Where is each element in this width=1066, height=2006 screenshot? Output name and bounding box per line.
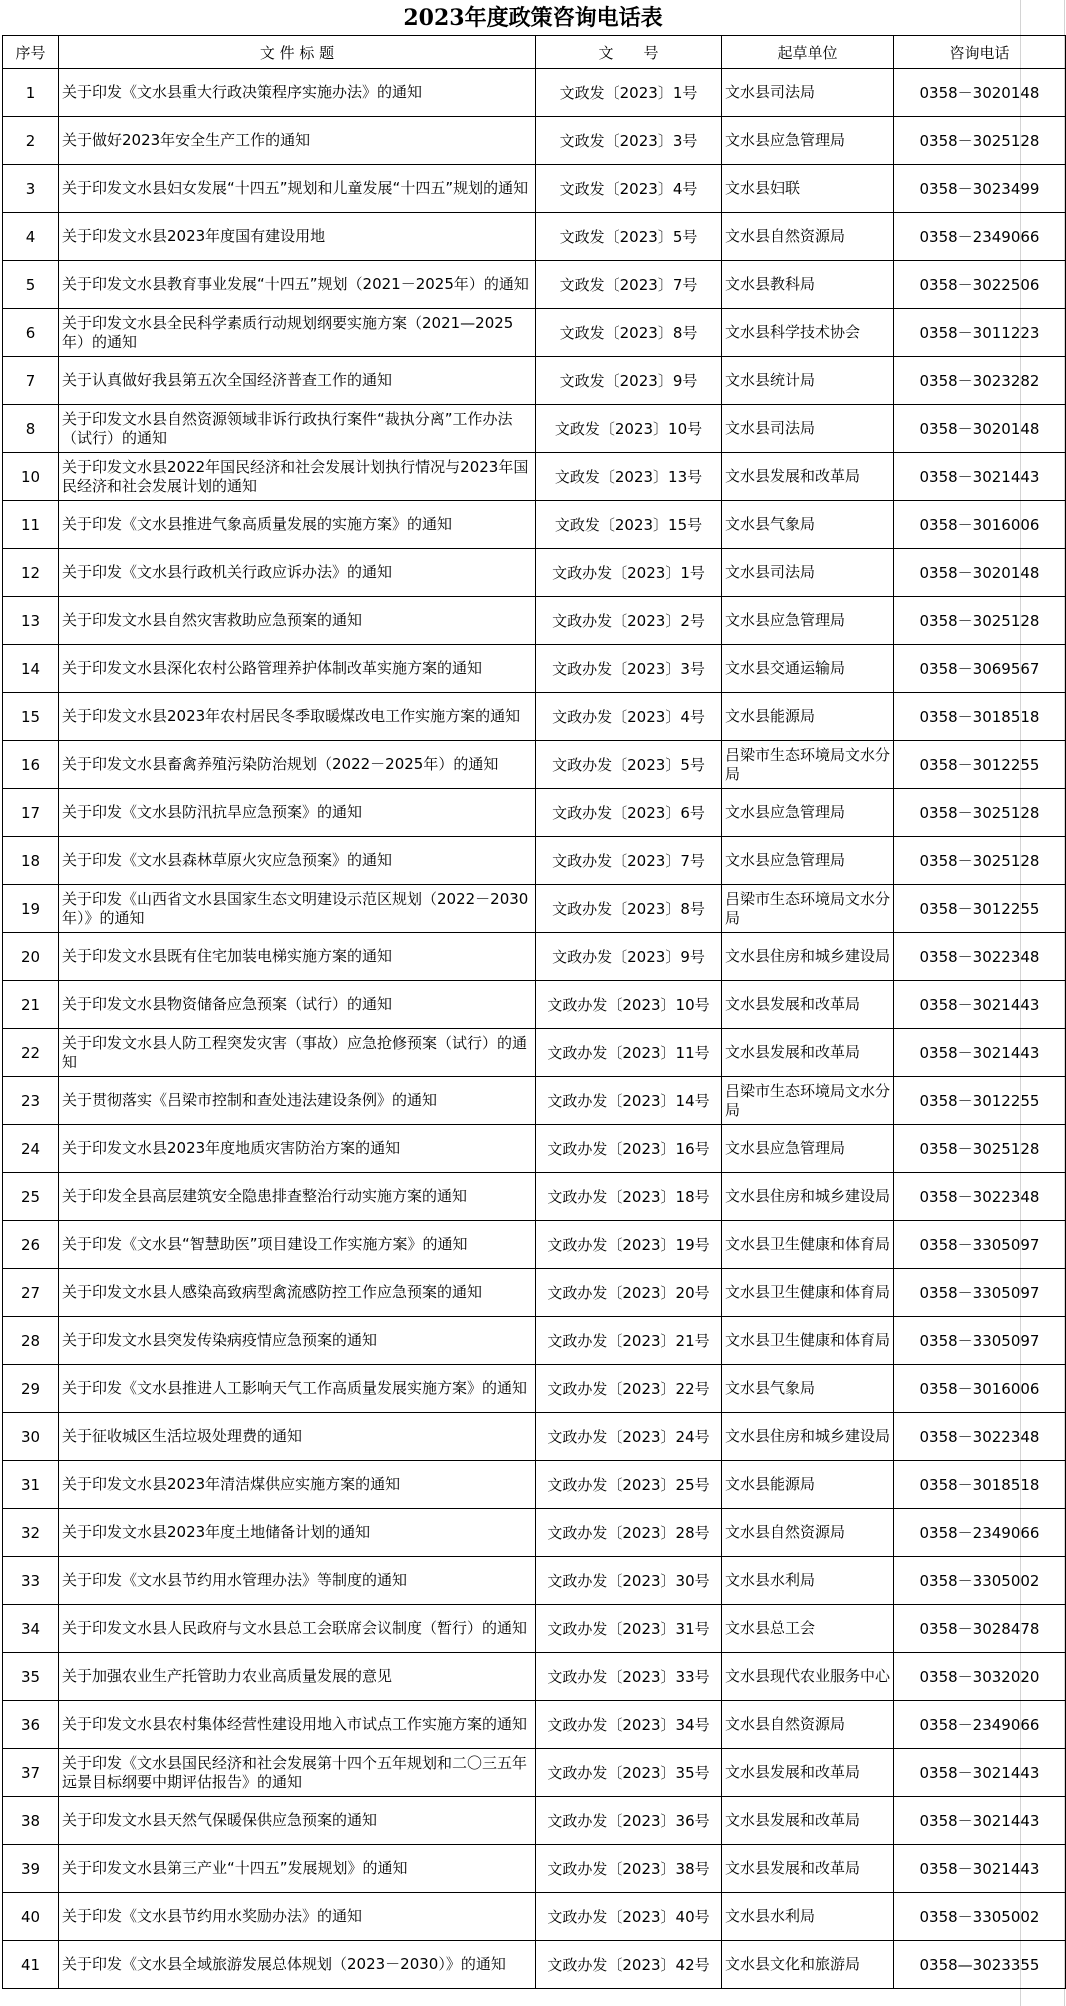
page-title: 2023年度政策咨询电话表 — [403, 5, 663, 31]
consult-phone: 0358－3025128 — [894, 597, 1066, 645]
document-number: 文政办发〔2023〕2号 — [536, 597, 722, 645]
document-title: 关于印发《文水县国民经济和社会发展第十四个五年规划和二〇三五年远景目标纲要中期评估报告》的通知 — [59, 1749, 536, 1797]
row-number: 4 — [3, 213, 59, 261]
table-row — [3, 117, 1066, 165]
document-number: 文政办发〔2023〕20号 — [536, 1269, 722, 1317]
document-number: 文政办发〔2023〕8号 — [536, 885, 722, 933]
row-number: 19 — [3, 885, 59, 933]
document-title: 关于印发文水县2023年度国有建设用地 — [59, 213, 536, 261]
drafting-unit: 文水县应急管理局 — [722, 837, 894, 885]
drafting-unit: 文水县发展和改革局 — [722, 1797, 894, 1845]
document-number: 文政办发〔2023〕1号 — [536, 549, 722, 597]
document-title: 关于印发全县高层建筑安全隐患排查整治行动实施方案的通知 — [59, 1173, 536, 1221]
table-row — [3, 1605, 1066, 1653]
row-number: 15 — [3, 693, 59, 741]
consult-phone: 0358－3305097 — [894, 1269, 1066, 1317]
row-number: 21 — [3, 981, 59, 1029]
document-number: 文政办发〔2023〕11号 — [536, 1029, 722, 1077]
table-row — [3, 1893, 1066, 1941]
drafting-unit: 文水县教科局 — [722, 261, 894, 309]
row-number: 37 — [3, 1749, 59, 1797]
drafting-unit: 吕梁市生态环境局文水分局 — [722, 885, 894, 933]
row-number: 5 — [3, 261, 59, 309]
row-number: 33 — [3, 1557, 59, 1605]
document-number: 文政办发〔2023〕24号 — [536, 1413, 722, 1461]
consult-phone: 0358－3032020 — [894, 1653, 1066, 1701]
table-row — [3, 789, 1066, 837]
document-number: 文政发〔2023〕3号 — [536, 117, 722, 165]
table-row — [3, 1509, 1066, 1557]
row-number: 28 — [3, 1317, 59, 1365]
table-row — [3, 165, 1066, 213]
document-title: 关于印发文水县2022年国民经济和社会发展计划执行情况与2023年国民经济和社会发展计划的通知 — [59, 453, 536, 501]
row-number: 12 — [3, 549, 59, 597]
drafting-unit: 文水县发展和改革局 — [722, 1749, 894, 1797]
document-number: 文政办发〔2023〕4号 — [536, 693, 722, 741]
document-number: 文政办发〔2023〕18号 — [536, 1173, 722, 1221]
table-row — [3, 261, 1066, 309]
drafting-unit: 文水县发展和改革局 — [722, 981, 894, 1029]
table-row — [3, 837, 1066, 885]
table-row — [3, 1749, 1066, 1797]
document-number: 文政办发〔2023〕5号 — [536, 741, 722, 789]
document-title: 关于印发文水县教育事业发展“十四五”规划（2021－2025年）的通知 — [59, 261, 536, 309]
table-row — [3, 1557, 1066, 1605]
row-number: 32 — [3, 1509, 59, 1557]
header-doc-number: 文 号 — [536, 36, 722, 69]
document-title: 关于印发文水县农村集体经营性建设用地入市试点工作实施方案的通知 — [59, 1701, 536, 1749]
drafting-unit: 文水县司法局 — [722, 69, 894, 117]
row-number: 2 — [3, 117, 59, 165]
document-number: 文政发〔2023〕8号 — [536, 309, 722, 357]
document-title: 关于印发文水县既有住宅加装电梯实施方案的通知 — [59, 933, 536, 981]
row-number: 26 — [3, 1221, 59, 1269]
document-title: 关于印发《文水县节约用水奖励办法》的通知 — [59, 1893, 536, 1941]
row-number: 31 — [3, 1461, 59, 1509]
consult-phone: 0358－3012255 — [894, 741, 1066, 789]
drafting-unit: 文水县总工会 — [722, 1605, 894, 1653]
document-title: 关于印发《文水县节约用水管理办法》等制度的通知 — [59, 1557, 536, 1605]
consult-phone: 0358－3022348 — [894, 1173, 1066, 1221]
document-title: 关于印发文水县自然资源领域非诉行政执行案件“裁执分离”工作办法（试行）的通知 — [59, 405, 536, 453]
document-number: 文政办发〔2023〕9号 — [536, 933, 722, 981]
table-row — [3, 453, 1066, 501]
document-number: 文政发〔2023〕10号 — [536, 405, 722, 453]
drafting-unit: 文水县发展和改革局 — [722, 1845, 894, 1893]
drafting-unit: 文水县卫生健康和体育局 — [722, 1317, 894, 1365]
document-title: 关于印发文水县人感染高致病型禽流感防控工作应急预案的通知 — [59, 1269, 536, 1317]
consult-phone: 0358－3025128 — [894, 117, 1066, 165]
document-title: 关于印发文水县2023年度地质灾害防治方案的通知 — [59, 1125, 536, 1173]
document-number: 文政办发〔2023〕40号 — [536, 1893, 722, 1941]
drafting-unit: 吕梁市生态环境局文水分局 — [722, 741, 894, 789]
drafting-unit: 文水县住房和城乡建设局 — [722, 1173, 894, 1221]
table-row — [3, 693, 1066, 741]
document-number: 文政发〔2023〕9号 — [536, 357, 722, 405]
document-title: 关于印发文水县深化农村公路管理养护体制改革实施方案的通知 — [59, 645, 536, 693]
document-number: 文政发〔2023〕15号 — [536, 501, 722, 549]
document-number: 文政发〔2023〕1号 — [536, 69, 722, 117]
row-number: 35 — [3, 1653, 59, 1701]
header-drafting-unit: 起草单位 — [722, 36, 894, 69]
consult-phone: 0358－3025128 — [894, 1125, 1066, 1173]
row-number: 23 — [3, 1077, 59, 1125]
consult-phone: 0358－3022506 — [894, 261, 1066, 309]
document-title: 关于印发《文水县防汛抗旱应急预案》的通知 — [59, 789, 536, 837]
consult-phone: 0358－3012255 — [894, 1077, 1066, 1125]
table-row — [3, 741, 1066, 789]
header-title: 文 件 标 题 — [59, 36, 536, 69]
document-number: 文政办发〔2023〕38号 — [536, 1845, 722, 1893]
row-number: 13 — [3, 597, 59, 645]
table-row — [3, 309, 1066, 357]
table-row — [3, 405, 1066, 453]
consult-phone: 0358－3025128 — [894, 837, 1066, 885]
consult-phone: 0358－3020148 — [894, 549, 1066, 597]
document-number: 文政办发〔2023〕30号 — [536, 1557, 722, 1605]
drafting-unit: 文水县住房和城乡建设局 — [722, 933, 894, 981]
drafting-unit: 文水县应急管理局 — [722, 789, 894, 837]
document-title: 关于印发文水县物资储备应急预案（试行）的通知 — [59, 981, 536, 1029]
header-no: 序号 — [3, 36, 59, 69]
consult-phone: 0358－3023499 — [894, 165, 1066, 213]
document-title: 关于印发《文水县推进人工影响天气工作高质量发展实施方案》的通知 — [59, 1365, 536, 1413]
consult-phone: 0358－3021443 — [894, 1029, 1066, 1077]
consult-phone: 0358－2349066 — [894, 213, 1066, 261]
table-row — [3, 1941, 1066, 1989]
table-row — [3, 645, 1066, 693]
consult-phone: 0358－3021443 — [894, 1797, 1066, 1845]
drafting-unit: 文水县卫生健康和体育局 — [722, 1269, 894, 1317]
drafting-unit: 文水县自然资源局 — [722, 1509, 894, 1557]
consult-phone: 0358－2349066 — [894, 1701, 1066, 1749]
row-number: 3 — [3, 165, 59, 213]
drafting-unit: 文水县统计局 — [722, 357, 894, 405]
document-title: 关于印发《文水县重大行政决策程序实施办法》的通知 — [59, 69, 536, 117]
row-number: 41 — [3, 1941, 59, 1989]
consult-phone: 0358－3305097 — [894, 1317, 1066, 1365]
drafting-unit: 文水县现代农业服务中心 — [722, 1653, 894, 1701]
row-number: 22 — [3, 1029, 59, 1077]
table-body — [3, 69, 1066, 1989]
consult-phone: 0358－3025128 — [894, 789, 1066, 837]
document-title: 关于印发文水县2023年农村居民冬季取暖煤改电工作实施方案的通知 — [59, 693, 536, 741]
consult-phone: 0358－3012255 — [894, 885, 1066, 933]
row-number: 10 — [3, 453, 59, 501]
document-number: 文政办发〔2023〕36号 — [536, 1797, 722, 1845]
table-row — [3, 1317, 1066, 1365]
document-title: 关于印发文水县妇女发展“十四五”规划和儿童发展“十四五”规划的通知 — [59, 165, 536, 213]
document-number: 文政办发〔2023〕42号 — [536, 1941, 722, 1989]
table-row — [3, 933, 1066, 981]
document-number: 文政发〔2023〕5号 — [536, 213, 722, 261]
row-number: 6 — [3, 309, 59, 357]
consult-phone: 0358－3020148 — [894, 405, 1066, 453]
drafting-unit: 文水县气象局 — [722, 501, 894, 549]
table-row — [3, 1365, 1066, 1413]
document-title: 关于印发《文水县“智慧助医”项目建设工作实施方案》的通知 — [59, 1221, 536, 1269]
row-number: 1 — [3, 69, 59, 117]
document-number: 文政办发〔2023〕10号 — [536, 981, 722, 1029]
consult-phone: 0358－3021443 — [894, 1749, 1066, 1797]
table-row — [3, 597, 1066, 645]
document-title: 关于认真做好我县第五次全国经济普查工作的通知 — [59, 357, 536, 405]
table-row — [3, 501, 1066, 549]
document-number: 文政办发〔2023〕35号 — [536, 1749, 722, 1797]
document-number: 文政办发〔2023〕16号 — [536, 1125, 722, 1173]
document-title: 关于印发文水县人民政府与文水县总工会联席会议制度（暂行）的通知 — [59, 1605, 536, 1653]
document-number: 文政办发〔2023〕21号 — [536, 1317, 722, 1365]
consult-phone: 0358－3305002 — [894, 1893, 1066, 1941]
consult-phone: 0358－3018518 — [894, 1461, 1066, 1509]
table-row — [3, 213, 1066, 261]
row-number: 14 — [3, 645, 59, 693]
drafting-unit: 文水县气象局 — [722, 1365, 894, 1413]
table-row — [3, 1221, 1066, 1269]
row-number: 25 — [3, 1173, 59, 1221]
drafting-unit: 文水县文化和旅游局 — [722, 1941, 894, 1989]
row-number: 34 — [3, 1605, 59, 1653]
consult-phone: 0358－3021443 — [894, 453, 1066, 501]
drafting-unit: 文水县水利局 — [722, 1893, 894, 1941]
table-row — [3, 1653, 1066, 1701]
row-number: 24 — [3, 1125, 59, 1173]
table-row — [3, 1029, 1066, 1077]
drafting-unit: 文水县住房和城乡建设局 — [722, 1413, 894, 1461]
consult-phone: 0358－2349066 — [894, 1509, 1066, 1557]
drafting-unit: 文水县自然资源局 — [722, 1701, 894, 1749]
row-number: 7 — [3, 357, 59, 405]
drafting-unit: 文水县交通运输局 — [722, 645, 894, 693]
policy-table — [2, 35, 1066, 1989]
document-title: 关于印发文水县自然灾害救助应急预案的通知 — [59, 597, 536, 645]
document-number: 文政办发〔2023〕19号 — [536, 1221, 722, 1269]
row-number: 18 — [3, 837, 59, 885]
consult-phone: 0358－3021443 — [894, 981, 1066, 1029]
document-number: 文政办发〔2023〕6号 — [536, 789, 722, 837]
document-title: 关于征收城区生活垃圾处理费的通知 — [59, 1413, 536, 1461]
consult-phone: 0358－3069567 — [894, 645, 1066, 693]
document-title: 关于做好2023年安全生产工作的通知 — [59, 117, 536, 165]
row-number: 20 — [3, 933, 59, 981]
document-title: 关于印发《文水县全域旅游发展总体规划（2023－2030）》的通知 — [59, 1941, 536, 1989]
consult-phone: 0358－3022348 — [894, 933, 1066, 981]
document-title: 关于印发文水县2023年度土地储备计划的通知 — [59, 1509, 536, 1557]
document-title: 关于印发文水县全民科学素质行动规划纲要实施方案（2021—2025年）的通知 — [59, 309, 536, 357]
drafting-unit: 文水县司法局 — [722, 549, 894, 597]
row-number: 11 — [3, 501, 59, 549]
table-row — [3, 1125, 1066, 1173]
consult-phone: 0358－3020148 — [894, 69, 1066, 117]
drafting-unit: 文水县能源局 — [722, 693, 894, 741]
table-row — [3, 1461, 1066, 1509]
table-row — [3, 1701, 1066, 1749]
document-number: 文政办发〔2023〕28号 — [536, 1509, 722, 1557]
consult-phone: 0358－3011223 — [894, 309, 1066, 357]
row-number: 29 — [3, 1365, 59, 1413]
document-number: 文政办发〔2023〕31号 — [536, 1605, 722, 1653]
document-title: 关于印发文水县人防工程突发灾害（事故）应急抢修预案（试行）的通知 — [59, 1029, 536, 1077]
consult-phone: 0358－3028478 — [894, 1605, 1066, 1653]
table-row — [3, 69, 1066, 117]
document-number: 文政办发〔2023〕33号 — [536, 1653, 722, 1701]
table-row — [3, 357, 1066, 405]
document-title: 关于印发文水县第三产业“十四五”发展规划》的通知 — [59, 1845, 536, 1893]
document-number: 文政办发〔2023〕25号 — [536, 1461, 722, 1509]
row-number: 30 — [3, 1413, 59, 1461]
drafting-unit: 文水县司法局 — [722, 405, 894, 453]
document-title: 关于印发《文水县森林草原火灾应急预案》的通知 — [59, 837, 536, 885]
table-row — [3, 1269, 1066, 1317]
document-title: 关于印发《山西省文水县国家生态文明建设示范区规划（2022－2030年）》的通知 — [59, 885, 536, 933]
document-title: 关于印发《文水县行政机关行政应诉办法》的通知 — [59, 549, 536, 597]
consult-phone: 0358－3016006 — [894, 501, 1066, 549]
consult-phone: 0358－3022348 — [894, 1413, 1066, 1461]
consult-phone: 0358－3018518 — [894, 693, 1066, 741]
consult-phone: 0358－3021443 — [894, 1845, 1066, 1893]
document-title: 关于印发文水县2023年清洁煤供应实施方案的通知 — [59, 1461, 536, 1509]
document-number: 文政办发〔2023〕34号 — [536, 1701, 722, 1749]
document-title: 关于贯彻落实《吕梁市控制和查处违法建设条例》的通知 — [59, 1077, 536, 1125]
row-number: 40 — [3, 1893, 59, 1941]
table-header-row — [3, 36, 1066, 69]
row-number: 36 — [3, 1701, 59, 1749]
consult-phone: 0358—3023355 — [894, 1941, 1066, 1989]
row-number: 39 — [3, 1845, 59, 1893]
document-title: 关于印发文水县突发传染病疫情应急预案的通知 — [59, 1317, 536, 1365]
row-number: 8 — [3, 405, 59, 453]
drafting-unit: 文水县应急管理局 — [722, 117, 894, 165]
row-number: 38 — [3, 1797, 59, 1845]
document-number: 文政发〔2023〕7号 — [536, 261, 722, 309]
header-phone: 咨询电话 — [894, 36, 1066, 69]
drafting-unit: 文水县妇联 — [722, 165, 894, 213]
document-number: 文政办发〔2023〕7号 — [536, 837, 722, 885]
drafting-unit: 吕梁市生态环境局文水分局 — [722, 1077, 894, 1125]
document-title: 关于印发《文水县推进气象高质量发展的实施方案》的通知 — [59, 501, 536, 549]
table-row — [3, 1173, 1066, 1221]
row-number: 27 — [3, 1269, 59, 1317]
drafting-unit: 文水县应急管理局 — [722, 597, 894, 645]
document-title: 关于印发文水县天然气保暖保供应急预案的通知 — [59, 1797, 536, 1845]
document-number: 文政办发〔2023〕22号 — [536, 1365, 722, 1413]
table-row — [3, 549, 1066, 597]
drafting-unit: 文水县科学技术协会 — [722, 309, 894, 357]
table-row — [3, 1413, 1066, 1461]
drafting-unit: 文水县应急管理局 — [722, 1125, 894, 1173]
document-number: 文政办发〔2023〕3号 — [536, 645, 722, 693]
consult-phone: 0358－3016006 — [894, 1365, 1066, 1413]
row-number: 16 — [3, 741, 59, 789]
consult-phone: 0358－3305002 — [894, 1557, 1066, 1605]
drafting-unit: 文水县发展和改革局 — [722, 1029, 894, 1077]
table-row — [3, 1797, 1066, 1845]
drafting-unit: 文水县能源局 — [722, 1461, 894, 1509]
consult-phone: 0358－3023282 — [894, 357, 1066, 405]
document-number: 文政办发〔2023〕14号 — [536, 1077, 722, 1125]
document-number: 文政发〔2023〕4号 — [536, 165, 722, 213]
table-row — [3, 1077, 1066, 1125]
row-number: 17 — [3, 789, 59, 837]
table-row — [3, 885, 1066, 933]
consult-phone: 0358－3305097 — [894, 1221, 1066, 1269]
document-number: 文政发〔2023〕13号 — [536, 453, 722, 501]
drafting-unit: 文水县水利局 — [722, 1557, 894, 1605]
document-title: 关于加强农业生产托管助力农业高质量发展的意见 — [59, 1653, 536, 1701]
drafting-unit: 文水县卫生健康和体育局 — [722, 1221, 894, 1269]
table-row — [3, 981, 1066, 1029]
drafting-unit: 文水县发展和改革局 — [722, 453, 894, 501]
table-row — [3, 1845, 1066, 1893]
drafting-unit: 文水县自然资源局 — [722, 213, 894, 261]
document-title: 关于印发文水县畜禽养殖污染防治规划（2022－2025年）的通知 — [59, 741, 536, 789]
